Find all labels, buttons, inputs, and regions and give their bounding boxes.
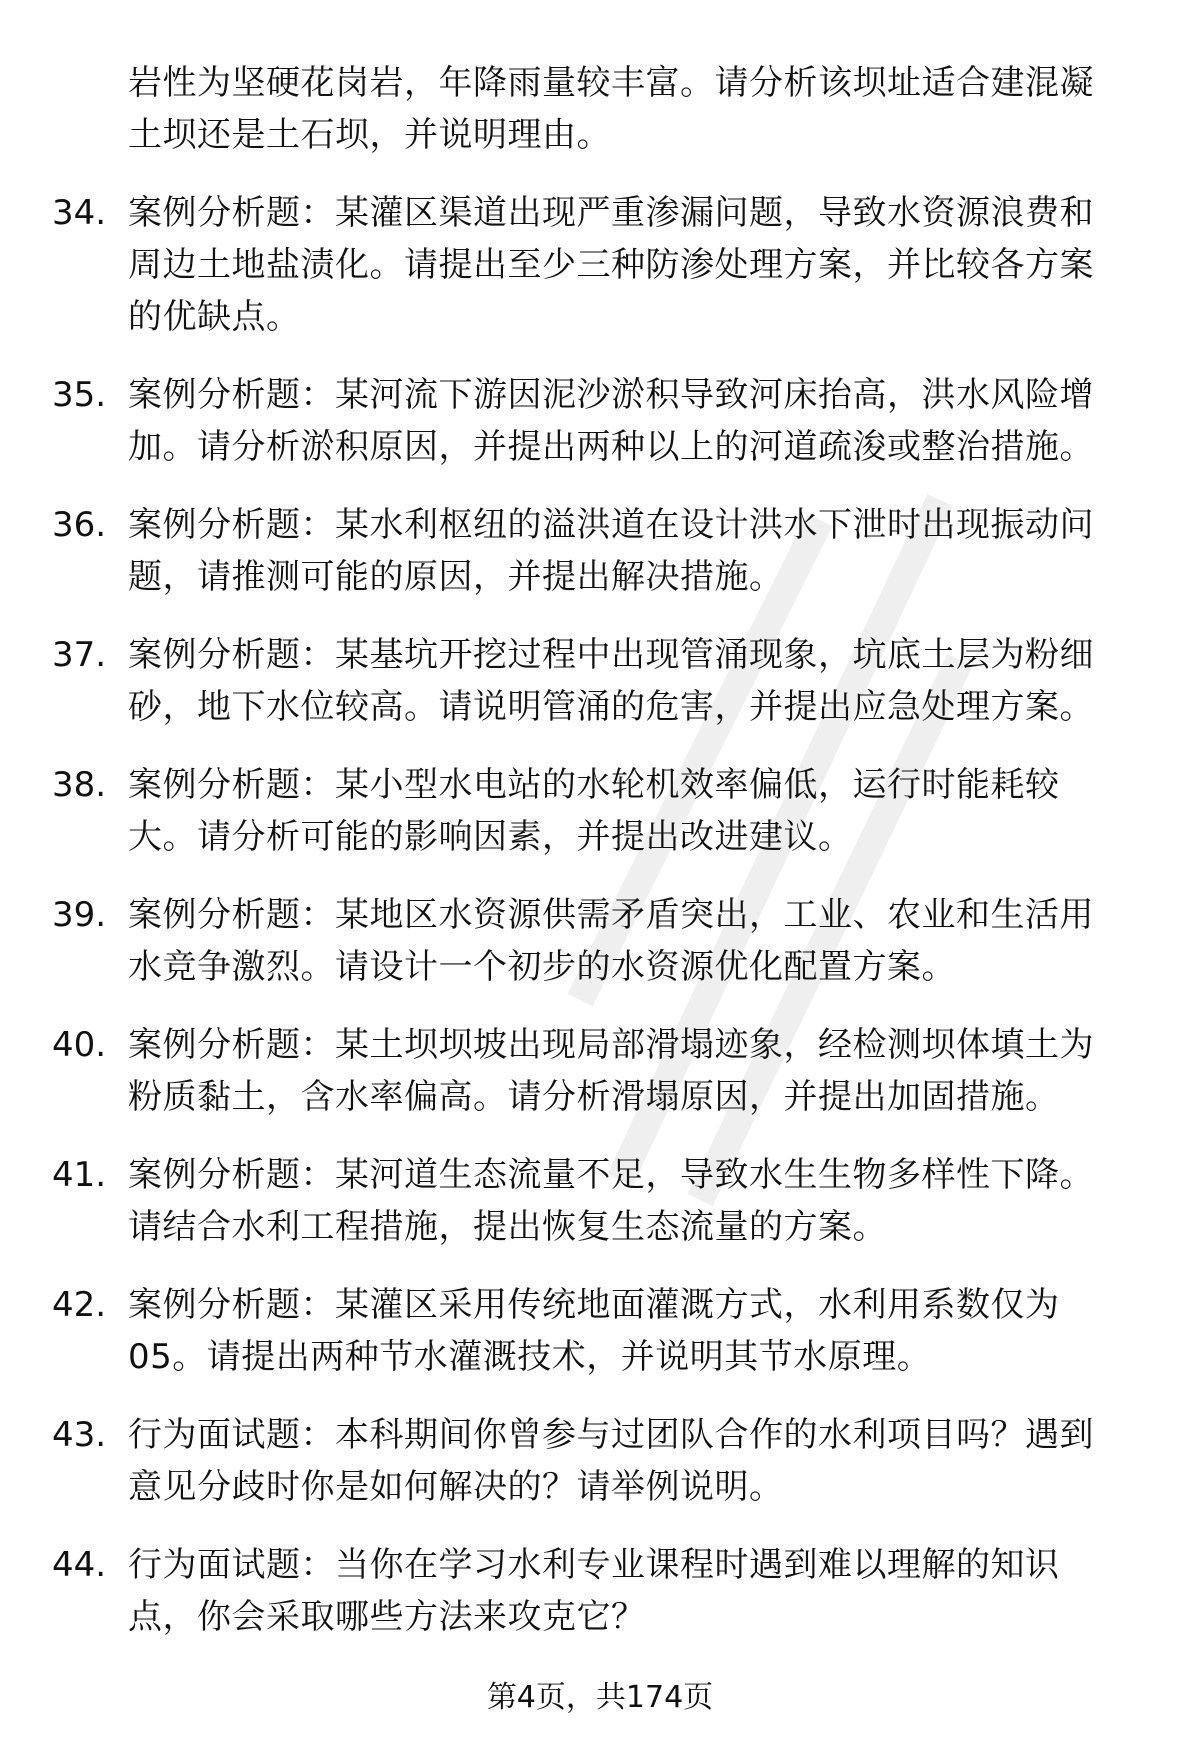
question-item [0, 629, 1200, 733]
question-text-line: 案例分析题：某基坑开挖过程中出现管涌现象，坑底土层为粉细 [128, 635, 1094, 675]
question-text-line: 意见分歧时你是如何解决的？请举例说明。 [128, 1467, 784, 1507]
question-item [0, 1019, 1200, 1123]
question-text-line: 行为面试题：本科期间你曾参与过团队合作的水利项目吗？遇到 [128, 1415, 1094, 1455]
text-line: 土坝还是土石坝，并说明理由。 [128, 115, 611, 155]
question-text-line: 题，请推测可能的原因，并提出解决措施。 [128, 557, 784, 597]
question-number: 43. [52, 1415, 107, 1455]
text-line: 岩性为坚硬花岗岩，年降雨量较丰富。请分析该坝址适合建混凝 [128, 63, 1094, 103]
question-item [0, 499, 1200, 603]
question-number: 44. [52, 1545, 107, 1585]
question-text-line: 点，你会采取哪些方法来攻克它？ [128, 1597, 646, 1637]
question-number: 34. [52, 193, 107, 233]
question-item [0, 369, 1200, 473]
question-text-line: 砂，地下水位较高。请说明管涌的危害，并提出应急处理方案。 [128, 687, 1094, 727]
question-text-line: 行为面试题：当你在学习水利专业课程时遇到难以理解的知识 [128, 1545, 1060, 1585]
question-text-line: 加。请分析淤积原因，并提出两种以上的河道疏浚或整治措施。 [128, 427, 1094, 467]
question-text-line: 案例分析题：某灌区采用传统地面灌溉方式，水利用系数仅为 [128, 1285, 1060, 1325]
question-text-line: 案例分析题：某灌区渠道出现严重渗漏问题，导致水资源浪费和 [128, 193, 1094, 233]
question-number: 41. [52, 1155, 107, 1195]
page-number: 第4页，共174页 [486, 1680, 714, 1715]
question-text-line: 案例分析题：某河道生态流量不足，导致水生生物多样性下降。 [128, 1155, 1094, 1195]
question-text-line: 大。请分析可能的影响因素，并提出改进建议。 [128, 817, 853, 857]
question-text-line: 案例分析题：某小型水电站的水轮机效率偏低，运行时能耗较 [128, 765, 1060, 805]
question-number: 38. [52, 765, 107, 805]
question-item [0, 1539, 1200, 1643]
question-number: 37. [52, 635, 107, 675]
question-text-line: 粉质黏土，含水率偏高。请分析滑塌原因，并提出加固措施。 [128, 1077, 1060, 1117]
question-number: 35. [52, 375, 107, 415]
question-text-line: 案例分析题：某河流下游因泥沙淤积导致河床抬高，洪水风险增 [128, 375, 1094, 415]
question-text-line: 05。请提出两种节水灌溉技术，并说明其节水原理。 [128, 1337, 932, 1377]
question-number: 39. [52, 895, 107, 935]
question-text-line: 案例分析题：某土坝坝坡出现局部滑塌迹象，经检测坝体填土为 [128, 1025, 1094, 1065]
document-body [0, 57, 1200, 1669]
question-number: 42. [52, 1285, 107, 1325]
question-item [0, 759, 1200, 863]
question-item [0, 889, 1200, 993]
question-text-line: 周边土地盐渍化。请提出至少三种防渗处理方案，并比较各方案 [128, 245, 1094, 285]
continuation-paragraph [0, 57, 1200, 161]
question-item [0, 187, 1200, 343]
question-text-line: 水竞争激烈。请设计一个初步的水资源优化配置方案。 [128, 947, 956, 987]
question-text-line: 案例分析题：某水利枢纽的溢洪道在设计洪水下泄时出现振动问 [128, 505, 1094, 545]
question-item [0, 1409, 1200, 1513]
question-text-line: 请结合水利工程措施，提出恢复生态流量的方案。 [128, 1207, 887, 1247]
question-item [0, 1149, 1200, 1253]
question-text-line: 的优缺点。 [128, 297, 301, 337]
question-number: 40. [52, 1025, 107, 1065]
question-item [0, 1279, 1200, 1383]
question-text-line: 案例分析题：某地区水资源供需矛盾突出，工业、农业和生活用 [128, 895, 1094, 935]
question-number: 36. [52, 505, 107, 545]
